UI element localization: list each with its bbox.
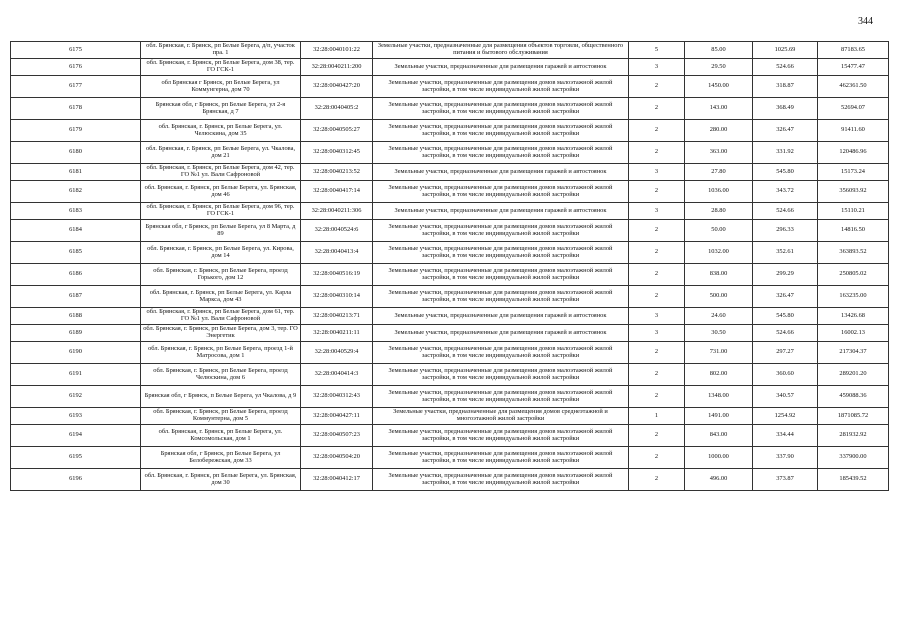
cadastral-value-cell: 52694.07 — [818, 98, 889, 120]
cadastral-number-cell: 32:28:0040211:306 — [301, 203, 373, 220]
table-row — [11, 98, 889, 120]
land-use-cell: Земельные участки, предназначенные для размещения гаражей и автостоянок — [373, 164, 629, 181]
area-cell: 85.00 — [685, 42, 753, 59]
cadastral-value-cell: 14816.50 — [818, 220, 889, 242]
table-row — [11, 59, 889, 76]
area-cell: 280.00 — [685, 120, 753, 142]
row-number-cell: 6179 — [11, 120, 141, 142]
specific-value-cell: 524.66 — [753, 59, 818, 76]
specific-value-cell: 296.33 — [753, 220, 818, 242]
row-number-cell: 6194 — [11, 425, 141, 447]
specific-value-cell: 360.60 — [753, 364, 818, 386]
land-use-cell: Земельные участки, предназначенные для размещения гаражей и автостоянок — [373, 325, 629, 342]
land-use-cell: Земельные участки, предназначенные для размещения домов малоэтажной жилой застройки, в том числе индивидуальной жилой застройки — [373, 364, 629, 386]
use-group-cell: 2 — [629, 286, 685, 308]
cadastral-number-cell: 32:28:0040312:43 — [301, 386, 373, 408]
area-cell: 24.60 — [685, 308, 753, 325]
land-use-cell: Земельные участки, предназначенные для размещения объектов торговли, общественного питания и бытового обслуживания — [373, 42, 629, 59]
cadastral-number-cell: 32:28:0040213:52 — [301, 164, 373, 181]
table-row — [11, 264, 889, 286]
area-cell: 731.00 — [685, 342, 753, 364]
row-number-cell: 6192 — [11, 386, 141, 408]
specific-value-cell: 545.80 — [753, 308, 818, 325]
page-number: 344 — [858, 16, 873, 27]
use-group-cell: 2 — [629, 469, 685, 491]
address-cell: обл. Брянская, г. Брянск, рп Белые Берега, дом 3, тер. ГО Энергетик — [141, 325, 301, 342]
address-cell: обл. Брянская, г. Брянск, рп Белые Берега, проезд 1-й Матросова, дом 1 — [141, 342, 301, 364]
row-number-cell: 6178 — [11, 98, 141, 120]
row-number-cell: 6195 — [11, 447, 141, 469]
table-row — [11, 386, 889, 408]
cadastral-number-cell: 32:28:0040507:23 — [301, 425, 373, 447]
cadastral-value-cell: 281932.92 — [818, 425, 889, 447]
cadastral-number-cell: 32:28:0040312:45 — [301, 142, 373, 164]
row-number-cell: 6190 — [11, 342, 141, 364]
address-cell: обл. Брянская, г. Брянск, рп Белые Берега, ул. Карла Маркса, дом 43 — [141, 286, 301, 308]
cadastral-number-cell: 32:28:0040427:11 — [301, 408, 373, 425]
specific-value-cell: 1254.92 — [753, 408, 818, 425]
use-group-cell: 2 — [629, 142, 685, 164]
row-number-cell: 6182 — [11, 181, 141, 203]
row-number-cell: 6184 — [11, 220, 141, 242]
specific-value-cell: 373.87 — [753, 469, 818, 491]
table-row — [11, 120, 889, 142]
table-row — [11, 408, 889, 425]
area-cell: 1032.00 — [685, 242, 753, 264]
use-group-cell: 2 — [629, 181, 685, 203]
cadastral-value-cell: 337900.00 — [818, 447, 889, 469]
cadastral-number-cell: 32:28:0040516:19 — [301, 264, 373, 286]
area-cell: 1491.00 — [685, 408, 753, 425]
use-group-cell: 2 — [629, 447, 685, 469]
cadastral-value-cell: 13426.68 — [818, 308, 889, 325]
cadastral-value-cell: 363893.52 — [818, 242, 889, 264]
land-use-cell: Земельные участки, предназначенные для размещения домов малоэтажной жилой застройки, в том числе индивидуальной жилой застройки — [373, 242, 629, 264]
address-cell: обл. Брянская, г. Брянск, рп Белые Берега, дом 38, тер. ГО ГСК-1 — [141, 59, 301, 76]
cadastral-number-cell: 32:28:0040101:22 — [301, 42, 373, 59]
land-use-cell: Земельные участки, предназначенные для размещения гаражей и автостоянок — [373, 203, 629, 220]
address-cell: обл. Брянская, г. Брянск, рп Белые Берега, проезд Горького, дом 12 — [141, 264, 301, 286]
land-use-cell: Земельные участки, предназначенные для размещения домов малоэтажной жилой застройки, в том числе индивидуальной жилой застройки — [373, 386, 629, 408]
area-cell: 28.80 — [685, 203, 753, 220]
row-number-cell: 6189 — [11, 325, 141, 342]
specific-value-cell: 1025.69 — [753, 42, 818, 59]
address-cell: обл. Брянская, г. Брянск, рп Белые Берега, ул. Кирова, дом 14 — [141, 242, 301, 264]
area-cell: 1036.00 — [685, 181, 753, 203]
address-cell: обл. Брянская, г. Брянск, рп Белые Берега, ул. Брянская, дом 30 — [141, 469, 301, 491]
cadastral-value-cell: 250805.02 — [818, 264, 889, 286]
cadastral-number-cell: 32:28:0040524:6 — [301, 220, 373, 242]
specific-value-cell: 326.47 — [753, 120, 818, 142]
use-group-cell: 3 — [629, 164, 685, 181]
address-cell: обл. Брянская, г. Брянск, рп Белые Берега, ул. Чкалова, дом 21 — [141, 142, 301, 164]
use-group-cell: 5 — [629, 42, 685, 59]
cadastral-value-cell: 15110.21 — [818, 203, 889, 220]
table-row — [11, 242, 889, 264]
area-cell: 143.00 — [685, 98, 753, 120]
use-group-cell: 3 — [629, 59, 685, 76]
land-use-cell: Земельные участки, предназначенные для размещения домов малоэтажной жилой застройки, в том числе индивидуальной жилой застройки — [373, 181, 629, 203]
address-cell: Брянская обл, г Брянск, п Белые Берега, ул Чкалова, д 9 — [141, 386, 301, 408]
table-row — [11, 425, 889, 447]
specific-value-cell: 368.49 — [753, 98, 818, 120]
table-row — [11, 325, 889, 342]
address-cell: обл. Брянская, г. Брянск, рп Белые Берега, проезд Челюскина, дом 6 — [141, 364, 301, 386]
specific-value-cell: 343.72 — [753, 181, 818, 203]
cadastral-value-cell: 15477.47 — [818, 59, 889, 76]
land-use-cell: Земельные участки, предназначенные для размещения домов малоэтажной жилой застройки, в том числе индивидуальной жилой застройки — [373, 425, 629, 447]
cadastral-number-cell: 32:28:0040211:200 — [301, 59, 373, 76]
cadastral-value-cell: 462361.50 — [818, 76, 889, 98]
row-number-cell: 6180 — [11, 142, 141, 164]
row-number-cell: 6196 — [11, 469, 141, 491]
use-group-cell: 2 — [629, 76, 685, 98]
cadastral-number-cell: 32:28:0040412:17 — [301, 469, 373, 491]
area-cell: 50.00 — [685, 220, 753, 242]
cadastral-value-cell: 356093.92 — [818, 181, 889, 203]
specific-value-cell: 524.66 — [753, 325, 818, 342]
cadastral-value-cell: 1871085.72 — [818, 408, 889, 425]
use-group-cell: 2 — [629, 425, 685, 447]
address-cell: обл. Брянская, г. Брянск, рп Белые Берега, проезд Коммунтерна, дом 5 — [141, 408, 301, 425]
address-cell: обл. Брянская, г. Брянск, рп Белые Берега, дом 61, тер. ГО №1 ул. Вали Сафроновой — [141, 308, 301, 325]
table-row — [11, 364, 889, 386]
table-row — [11, 203, 889, 220]
address-cell: обл. Брянская, г. Брянск, рп Белые Берега, дом 42, тер. ГО №1 ул. Вали Сафроновой — [141, 164, 301, 181]
address-cell: обл Брянская г Брянск, рп Белые Берега, ул Коммунгерна, дом 70 — [141, 76, 301, 98]
table-row — [11, 76, 889, 98]
table-row — [11, 342, 889, 364]
row-number-cell: 6175 — [11, 42, 141, 59]
cadastral-value-cell: 163235.00 — [818, 286, 889, 308]
land-use-cell: Земельные участки, предназначенные для размещения домов малоэтажной жилой застройки, в том числе индивидуальной жилой застройки — [373, 220, 629, 242]
table-body — [11, 42, 889, 491]
table-row — [11, 469, 889, 491]
specific-value-cell: 297.27 — [753, 342, 818, 364]
specific-value-cell: 326.47 — [753, 286, 818, 308]
cadastral-value-cell: 185439.52 — [818, 469, 889, 491]
address-cell: Брянская обл, г Брянск, рп Белые Берега, ул Белобережская, дом 33 — [141, 447, 301, 469]
use-group-cell: 3 — [629, 308, 685, 325]
row-number-cell: 6188 — [11, 308, 141, 325]
use-group-cell: 2 — [629, 264, 685, 286]
cadastral-value-cell: 217304.37 — [818, 342, 889, 364]
specific-value-cell: 334.44 — [753, 425, 818, 447]
land-use-cell: Земельные участки, предназначенные для размещения гаражей и автостоянок — [373, 308, 629, 325]
row-number-cell: 6186 — [11, 264, 141, 286]
cadastral-value-cell: 87183.65 — [818, 42, 889, 59]
cadastral-number-cell: 32:28:0040310:14 — [301, 286, 373, 308]
specific-value-cell: 352.61 — [753, 242, 818, 264]
land-use-cell: Земельные участки, предназначенные для размещения гаражей и автостоянок — [373, 59, 629, 76]
cadastral-value-cell: 120486.96 — [818, 142, 889, 164]
table-row — [11, 181, 889, 203]
use-group-cell: 1 — [629, 408, 685, 425]
cadastral-value-cell: 16002.13 — [818, 325, 889, 342]
cadastral-number-cell: 32:28:0040414:3 — [301, 364, 373, 386]
land-use-cell: Земельные участки, предназначенные для размещения домов малоэтажной жилой застройки, в том числе индивидуальной жилой застройки — [373, 264, 629, 286]
specific-value-cell: 524.66 — [753, 203, 818, 220]
cadastral-value-cell: 15173.24 — [818, 164, 889, 181]
cadastral-number-cell: 32:28:0040529:4 — [301, 342, 373, 364]
land-use-cell: Земельные участки, предназначенные для размещения домов малоэтажной жилой застройки, в том числе индивидуальной жилой застройки — [373, 469, 629, 491]
address-cell: обл. Брянская, г. Брянск, рп Белые Берега, д/п, участок пра. 1 — [141, 42, 301, 59]
cadastral-number-cell: 32:28:0040405:2 — [301, 98, 373, 120]
area-cell: 843.00 — [685, 425, 753, 447]
use-group-cell: 2 — [629, 242, 685, 264]
area-cell: 838.00 — [685, 264, 753, 286]
land-use-cell: Земельные участки, предназначенные для размещения домов среднеэтажной и многоэтажной жилой застройки — [373, 408, 629, 425]
cadastral-value-cell: 459088.36 — [818, 386, 889, 408]
area-cell: 27.80 — [685, 164, 753, 181]
table-row — [11, 220, 889, 242]
address-cell: обл. Брянская, г. Брянск, рп Белые Берега, ул. Брянская, дом 46 — [141, 181, 301, 203]
specific-value-cell: 337.90 — [753, 447, 818, 469]
use-group-cell: 2 — [629, 364, 685, 386]
cadastral-number-cell: 32:28:0040427:20 — [301, 76, 373, 98]
land-use-cell: Земельные участки, предназначенные для размещения домов малоэтажной жилой застройки, в том числе индивидуальной жилой застройки — [373, 342, 629, 364]
use-group-cell: 3 — [629, 325, 685, 342]
cadastral-number-cell: 32:28:0040413:4 — [301, 242, 373, 264]
area-cell: 363.00 — [685, 142, 753, 164]
row-number-cell: 6191 — [11, 364, 141, 386]
table-row — [11, 42, 889, 59]
row-number-cell: 6176 — [11, 59, 141, 76]
area-cell: 30.50 — [685, 325, 753, 342]
cadastral-number-cell: 32:28:0040211:11 — [301, 325, 373, 342]
specific-value-cell: 299.29 — [753, 264, 818, 286]
cadastral-number-cell: 32:28:0040417:14 — [301, 181, 373, 203]
table-row — [11, 447, 889, 469]
area-cell: 500.00 — [685, 286, 753, 308]
use-group-cell: 2 — [629, 120, 685, 142]
land-use-cell: Земельные участки, предназначенные для размещения домов малоэтажной жилой застройки, в том числе индивидуальной жилой застройки — [373, 286, 629, 308]
area-cell: 802.00 — [685, 364, 753, 386]
table-row — [11, 142, 889, 164]
land-use-cell: Земельные участки, предназначенные для размещения домов малоэтажной жилой застройки, в том числе индивидуальной жилой застройки — [373, 76, 629, 98]
specific-value-cell: 545.80 — [753, 164, 818, 181]
land-use-cell: Земельные участки, предназначенные для размещения домов малоэтажной жилой застройки, в том числе индивидуальной жилой застройки — [373, 120, 629, 142]
area-cell: 29.50 — [685, 59, 753, 76]
address-cell: обл. Брянская, г. Брянск, рп Белые Берега, ул. Челюскина, дом 35 — [141, 120, 301, 142]
cadastral-value-cell: 91411.60 — [818, 120, 889, 142]
specific-value-cell: 331.92 — [753, 142, 818, 164]
land-use-cell: Земельные участки, предназначенные для размещения домов малоэтажной жилой застройки, в том числе индивидуальной жилой застройки — [373, 98, 629, 120]
address-cell: обл. Брянская, г. Брянск, рп Белые Берега, дом 96, тер. ГО ГСК-1 — [141, 203, 301, 220]
use-group-cell: 2 — [629, 386, 685, 408]
area-cell: 496.00 — [685, 469, 753, 491]
area-cell: 1450.00 — [685, 76, 753, 98]
area-cell: 1000.00 — [685, 447, 753, 469]
table-row — [11, 164, 889, 181]
cadastral-number-cell: 32:28:0040505:27 — [301, 120, 373, 142]
address-cell: Брянская обл, г Брянск, рп Белые Берега, ул 2-я Брянская, д 7 — [141, 98, 301, 120]
address-cell: обл. Брянская, г. Брянск, рп Белые Берега, ул. Комсомольская, дом 1 — [141, 425, 301, 447]
use-group-cell: 2 — [629, 342, 685, 364]
cadastral-value-cell: 289201.20 — [818, 364, 889, 386]
table-row — [11, 286, 889, 308]
use-group-cell: 2 — [629, 98, 685, 120]
land-use-cell: Земельные участки, предназначенные для размещения домов малоэтажной жилой застройки, в том числе индивидуальной жилой застройки — [373, 142, 629, 164]
table-row — [11, 308, 889, 325]
row-number-cell: 6183 — [11, 203, 141, 220]
use-group-cell: 3 — [629, 203, 685, 220]
specific-value-cell: 340.57 — [753, 386, 818, 408]
row-number-cell: 6185 — [11, 242, 141, 264]
cadastral-value-table — [10, 41, 889, 491]
row-number-cell: 6177 — [11, 76, 141, 98]
cadastral-number-cell: 32:28:0040504:20 — [301, 447, 373, 469]
use-group-cell: 2 — [629, 220, 685, 242]
row-number-cell: 6187 — [11, 286, 141, 308]
area-cell: 1348.00 — [685, 386, 753, 408]
land-use-cell: Земельные участки, предназначенные для размещения домов малоэтажной жилой застройки, в том числе индивидуальной жилой застройки — [373, 447, 629, 469]
cadastral-number-cell: 32:28:0040213:71 — [301, 308, 373, 325]
specific-value-cell: 318.87 — [753, 76, 818, 98]
address-cell: Брянская обл, г Брянск, рп Белые Берега, ул 8 Марта, д 89 — [141, 220, 301, 242]
row-number-cell: 6193 — [11, 408, 141, 425]
row-number-cell: 6181 — [11, 164, 141, 181]
